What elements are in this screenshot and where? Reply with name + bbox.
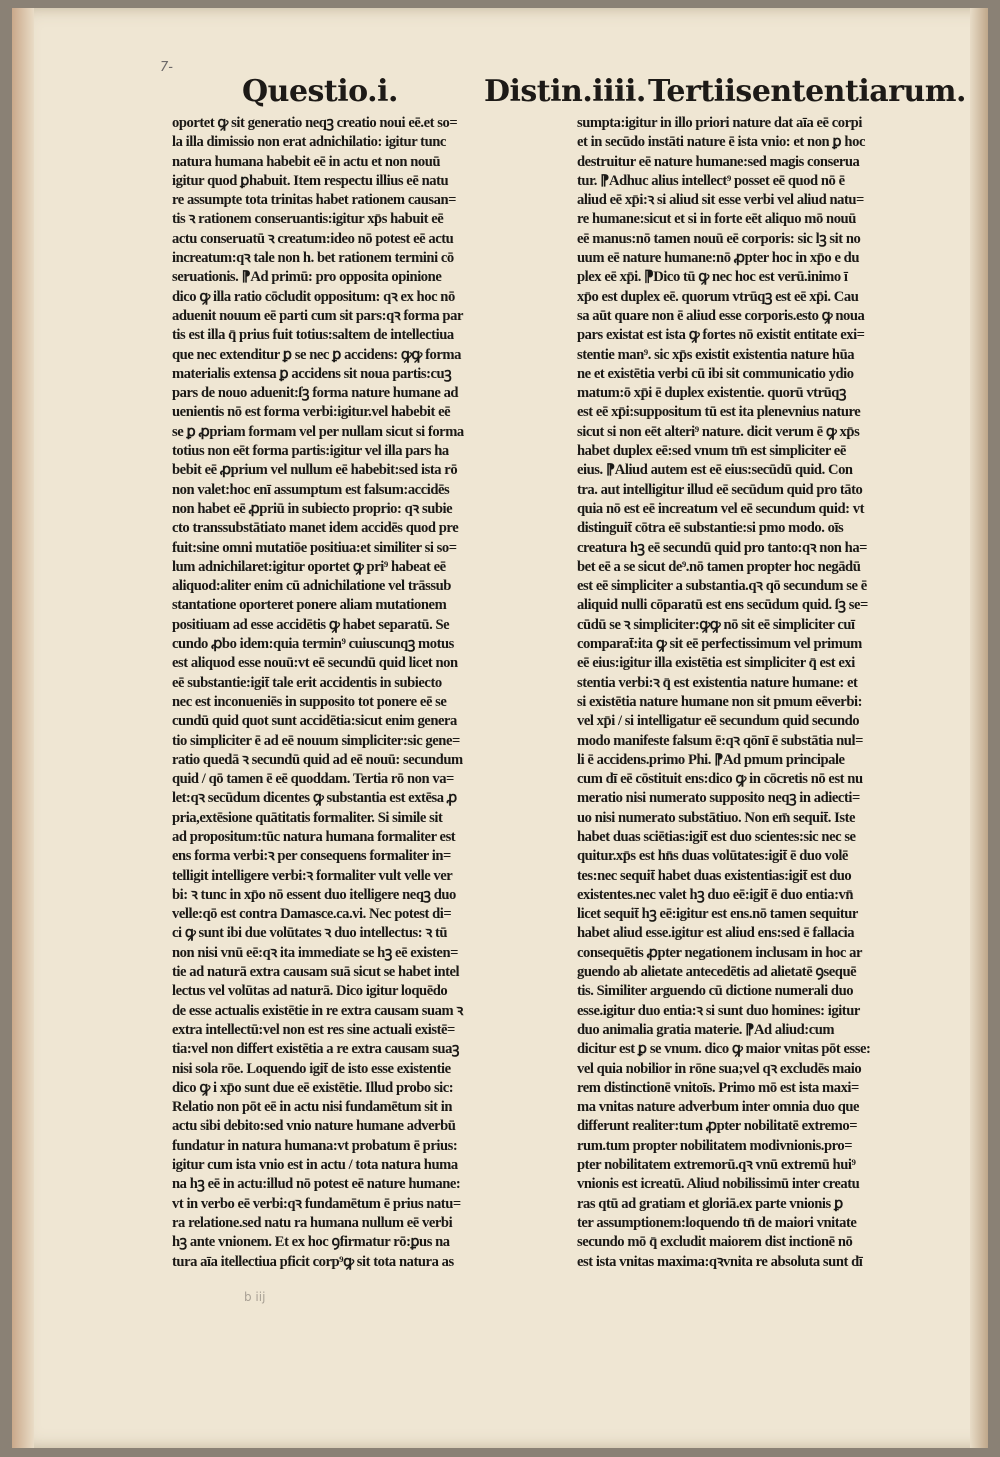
text-line: tura aīa itellectiua pficit corp⁹ꝙ sit tota natura as xyxy=(172,1253,454,1270)
page-edge xyxy=(970,8,988,1448)
text-line: sa aūt quare non ē aliud esse corporis.esto ꝙ noua xyxy=(577,307,865,324)
text-line: pars existat est ista ꝙ fortes nō existit entitate exi= xyxy=(577,327,865,344)
text-line: eē eius:igitur illa existētia est simpliciter q̄ est exi xyxy=(577,655,855,672)
text-line: ens forma verbi:ꝛ per consequens formaliter in= xyxy=(172,848,451,865)
text-line: stantatione oporteret ponere aliam mutationem xyxy=(172,597,447,614)
text-line: hꝫ ante vnionem. Et ex hoc ꝯfirmatur rō:ꝑus na xyxy=(172,1234,450,1251)
text-line: cundū quid quot sunt accidētia:sicut enim genera xyxy=(172,713,457,730)
text-line: pars de nouo aduenit:ſꝫ forma nature humane ad xyxy=(172,385,459,402)
text-line: dicitur est ꝑ se vnum. dico ꝙ maior vnitas pōt esse: xyxy=(577,1041,871,1058)
text-line: natura humana habebit eē in actu et non nouū xyxy=(172,153,441,170)
text-line: pter nobilitatem extremorū.qꝛ vnū extremū hui⁹ xyxy=(577,1157,856,1174)
text-line: aliud eē xp̄i:ꝛ si aliud sit esse verbi vel aliud natu= xyxy=(577,192,864,209)
text-line: aduenit nouum eē parti cum sit pars:qꝛ forma par xyxy=(172,307,463,324)
text-line: eē substantie:igit̄ tale erit accidentis in subiecto xyxy=(172,674,442,691)
text-line: rum.tum propter nobilitatem modivnionis.pro= xyxy=(577,1137,853,1154)
text-line: xp̄o est duplex eē. quorum vtrūqꝫ est eē xp̄i. Cau xyxy=(577,288,859,305)
text-line: cum dī eē cōstituit ens:dico ꝙ in cōcretis nō est nu xyxy=(577,771,863,788)
text-line: que nec extenditur ꝑ se nec ꝑ accidens: ꝙꝙ forma xyxy=(172,346,461,363)
text-line: oportet ꝙ sit generatio neqꝫ creatio noui eē.et so= xyxy=(172,115,458,131)
text-line: li ē accidens.primo Phi. ⁋Ad pmum principale xyxy=(577,751,845,768)
signature-mark: b iij xyxy=(244,1290,266,1304)
text-line: comparat̄:ita ꝙ sit eē perfectissimum vel primum xyxy=(577,636,862,653)
page-gutter-shadow xyxy=(12,8,34,1448)
text-line: tis est illa q̄ prius fuit totius:saltem de intellectiua xyxy=(172,327,454,344)
text-line: est eē xp̄i:suppositum tū est ita plenevnius nature xyxy=(577,404,861,421)
text-line: bet eē a se sicut de⁹.nō tamen propter hoc negādū xyxy=(577,558,861,575)
text-line: non valet:hoc enī assumptum est falsum:accidēs xyxy=(172,481,450,498)
text-line: seruationis. ⁋Ad primū: pro opposita opinione xyxy=(172,269,442,286)
text-line: uum eē nature humane:nō ꝓpter hoc in xp̄o e du xyxy=(577,250,860,267)
text-line: ad propositum:tūc natura humana formaliter est xyxy=(172,828,456,845)
text-line: positiuam ad esse accidētis ꝙ habet separatū. Se xyxy=(172,616,450,633)
text-line: si existētia nature humane non sit pmum eēverbi: xyxy=(577,693,862,710)
text-line: sumpta:igitur in illo priori nature dat aīa eē corpi xyxy=(577,115,862,131)
text-line: velle:qō est contra Damasce.ca.vi. Nec potest di= xyxy=(172,906,452,923)
text-line: quia nō est eē increatum vel eē secundum quid: vt xyxy=(577,500,864,517)
text-line: ras qtū ad gratiam et gloriā.ex parte vnionis ꝑ xyxy=(577,1195,843,1212)
text-line: fuit:sine omni mutatiōe positiua:et similiter si so= xyxy=(172,539,457,556)
text-line: habet aliud esse.igitur est aliud ens:sed ē fallacia xyxy=(577,925,855,942)
text-line: cto transsubstātiato manet idem accidēs quod pre xyxy=(172,520,459,537)
text-line: ra relatione.sed natu ra humana nullum eē verbi xyxy=(172,1214,453,1231)
text-line: vel quia nobilior in rōne sua;vel qꝛ excludēs maio xyxy=(577,1060,862,1077)
text-line: stentie man⁹. sic xp̄s existit existentia nature hūa xyxy=(577,346,855,363)
text-line: aliquid nulli cōparatū est ens secūdum quid. ſꝫ se= xyxy=(577,597,868,614)
text-line: guendo ab alietate antecedētis ad alietatē ꝯsequē xyxy=(577,964,857,981)
text-line: lectus vel volūtas ad naturā. Dico igitur loquēdo xyxy=(172,983,448,1000)
text-column-right xyxy=(577,114,919,1272)
text-line: distinguit̄ cōtra eē substantie:si pmo modo. oīs xyxy=(577,520,844,537)
text-line: licet sequit̄ hꝫ eē:igitur est ens.nō tamen sequitur xyxy=(577,906,858,923)
text-line: quid / qō tamen ē eē quoddam. Tertia rō non va= xyxy=(172,771,454,788)
text-line: est ista vnitas maxima:qꝛvnita re absoluta sunt dī xyxy=(577,1253,863,1270)
text-line: eius. ⁋Aliud autem est eē eius:secūdū quid. Con xyxy=(577,462,853,479)
text-line: vel xp̄i / si intelligatur eē secundum quid secundo xyxy=(577,713,860,730)
text-line: aliquod:aliter enim cū adnichilatione vel trāssub xyxy=(172,578,451,595)
text-line: habet duplex eē:sed vnum tm̄ est simpliciter eē xyxy=(577,443,846,460)
text-line: re humane:sicut et si in forte eēt aliquo mō nouū xyxy=(577,211,856,228)
text-line: ma vnitas nature adverbum inter omnia duo que xyxy=(577,1099,860,1116)
text-line: vnionis est icreatū. Aliud nobilissimū inter creatu xyxy=(577,1176,860,1193)
text-line: consequētis ꝓpter negationem inclusam in hoc ar xyxy=(577,944,862,961)
text-line: let:qꝛ secūdum dicentes ꝙ substantia est extēsa ꝓ xyxy=(172,790,457,807)
text-line: tes:nec sequit̄ habet duas existentias:igit̄ est duo xyxy=(577,867,852,884)
text-line: duo animalia gratia materie. ⁋Ad aliud:cum xyxy=(577,1021,835,1038)
text-line: igitur cum ista vnio est in actu / tota natura huma xyxy=(172,1157,458,1174)
text-line: eē manus:nō tamen nouū eē corporis: sic lꝫ sit no xyxy=(577,230,861,247)
running-head-distinction: Distin.iiii. xyxy=(484,74,646,109)
text-line: existentes.nec valet hꝫ duo eē:igit̄ ē duo entia:vn̄ xyxy=(577,886,853,903)
text-line: ne et existētia verbi cū ibi sit communicatio ydio xyxy=(577,365,854,382)
text-line: stentia verbi:ꝛ q̄ est existentia nature humane: et xyxy=(577,674,858,691)
text-line: et in secūdo instāti nature ē ista vnio: et non ꝑ hoc xyxy=(577,134,865,151)
text-line: na hꝫ eē in actu:illud nō potest eē nature humane: xyxy=(172,1176,461,1193)
text-line: meratio nisi numerato supposito neqꝫ in adiecti= xyxy=(577,790,860,807)
text-line: igitur quod ꝑhabuit. Item respectu illius eē natu xyxy=(172,172,449,189)
text-line: materialis extensa ꝑ accidens sit noua partis:cuꝫ xyxy=(172,365,452,382)
text-line: nisi sola rōe. Loquendo igit̄ de isto esse existentie xyxy=(172,1060,451,1077)
text-line: creatura hꝫ eē secundū quid pro tanto:qꝛ non ha= xyxy=(577,539,868,556)
text-line: est eē simpliciter a substantia.qꝛ qō secundum se ē xyxy=(577,578,867,595)
text-line: extra intellectū:vel non est res sine actuali existē= xyxy=(172,1021,455,1038)
text-line: differunt realiter:tum ꝓpter nobilitatē extremo= xyxy=(577,1118,858,1135)
text-line: non nisi vnū eē:qꝛ ita immediate se hꝫ eē existen= xyxy=(172,944,458,961)
text-line: tis ꝛ rationem conseruantis:igitur xp̄s habuit eē xyxy=(172,211,444,228)
text-line: increatum:qꝛ tale non h. bet rationem termini cō xyxy=(172,250,454,267)
text-line: se ꝑ ꝓpriam formam vel per nullam sicut si forma xyxy=(172,423,464,440)
text-line: de esse actualis existētie in re extra causam suam ꝛ xyxy=(172,1002,463,1019)
text-line: cundo ꝓbo idem:quia termin⁹ cuiuscunqꝫ motus xyxy=(172,636,454,653)
running-head-question: Questio.i. xyxy=(242,74,398,109)
text-line: habet duas sciētias:igit̄ est duo scientes:sic nec se xyxy=(577,828,856,845)
text-line: est aliquod esse nouū:vt eē secundū quid licet non xyxy=(172,655,458,672)
text-line: fundatur in natura humana:vt probatum ē prius: xyxy=(172,1137,458,1154)
text-line: actu sibi debito:sed vnio nature humane adverbū xyxy=(172,1118,456,1135)
text-line: uo nisi numerato substātiuo. Non em̄ sequit̄. Iste xyxy=(577,809,856,826)
text-line: bi: ꝛ tunc in xp̄o nō essent duo itelligere neqꝫ duo xyxy=(172,886,456,903)
text-line: telligit intelligere verbi:ꝛ formaliter vult velle ver xyxy=(172,867,453,884)
text-line: nec est inconueniēs in supposito tot ponere eē se xyxy=(172,693,447,710)
text-line: matum:ō xp̄i ē duplex existentie. quorū vtrūqꝫ xyxy=(577,385,846,402)
text-line: ci ꝙ sunt ibi due volūtates ꝛ duo intellectus: ꝛ tū xyxy=(172,925,448,942)
book-page xyxy=(12,8,988,1448)
text-line: la illa dimissio non erat adnichilatio: igitur tunc xyxy=(172,134,446,151)
text-line: pria,extēsione quātitatis formaliter. Si simile sit xyxy=(172,809,443,826)
text-line: actu conseruatū ꝛ creatum:ideo nō potest eē actu xyxy=(172,230,454,247)
text-line: vt in verbo eē verbi:qꝛ fundamētum ē prius natu= xyxy=(172,1195,461,1212)
running-head-book: Tertiisententiarum. xyxy=(648,74,966,109)
text-line: Relatio non pōt eē in actu nisi fundamētum sit in xyxy=(172,1099,452,1116)
text-line: tia:vel non differt existētia a re extra causam suaꝫ xyxy=(172,1041,459,1058)
text-line: lum adnichilaret:igitur oportet ꝙ pri⁹ habeat eē xyxy=(172,558,446,575)
text-line: dico ꝙ illa ratio cōcludit oppositum: qꝛ ex hoc nō xyxy=(172,288,455,305)
pencil-annotation: 7- xyxy=(160,60,173,75)
text-line: tra. aut intelligitur illud eē secūdum quid pro tāto xyxy=(577,481,863,498)
text-line: tie ad naturā extra causam suā sicut se habet intel xyxy=(172,964,460,981)
text-line: plex eē xp̄i. ⁋Dico tū ꝙ nec hoc est verū.inimo ī xyxy=(577,269,848,286)
text-line: destruitur eē nature humane:sed magis conserua xyxy=(577,153,860,170)
text-line: totius non eēt forma partis:igitur vel illa pars ha xyxy=(172,443,449,460)
text-line: cūdū se ꝛ simpliciter:ꝙꝙ nō sit eē simpliciter cuī xyxy=(577,616,855,633)
text-line: quitur.xp̄s est hn̄s duas volūtates:igit̄ ē duo volē xyxy=(577,848,848,865)
text-line: uenientis nō est forma verbi:igitur.vel habebit eē xyxy=(172,404,451,421)
text-line: bebit eē ꝓprium vel nullum eē habebit:sed ista rō xyxy=(172,462,458,479)
text-line: tis. Similiter arguendo cū dictione numerali duo xyxy=(577,983,854,1000)
text-line: non habet eē ꝓpriū in subiecto proprio: qꝛ subie xyxy=(172,500,453,517)
text-line: dico ꝙ i xp̄o sunt due eē existētie. Illud probo sic: xyxy=(172,1079,454,1096)
text-line: re assumpte tota trinitas habet rationem causan= xyxy=(172,192,456,209)
text-line: tio simpliciter ē ad eē nouum simpliciter:sic gene= xyxy=(172,732,460,749)
text-line: rem distinctionē vnitoīs. Primo mō est ista maxi= xyxy=(577,1079,859,1096)
text-line: sicut si non eēt alteri⁹ nature. dicit verum ē ꝙ xp̄s xyxy=(577,423,860,440)
text-column-left xyxy=(172,114,564,1272)
text-line: modo manifeste falsum ē:qꝛ qōnī ē substātia nul= xyxy=(577,732,863,749)
text-line: esse.igitur duo entia:ꝛ si sunt duo homines: igitur xyxy=(577,1002,860,1019)
text-line: ratio quedā ꝛ secundū quid ad eē nouū: secundum xyxy=(172,751,463,768)
text-line: ter assumptionem:loquendo tn̄ de maiori vnitate xyxy=(577,1214,857,1231)
text-line: secundo mō q̄ excludit maiorem dist inctionē nō xyxy=(577,1234,853,1251)
running-head xyxy=(242,74,966,114)
text-line: tur. ⁋Adhuc alius intellect⁹ posset eē quod nō ē xyxy=(577,172,845,189)
